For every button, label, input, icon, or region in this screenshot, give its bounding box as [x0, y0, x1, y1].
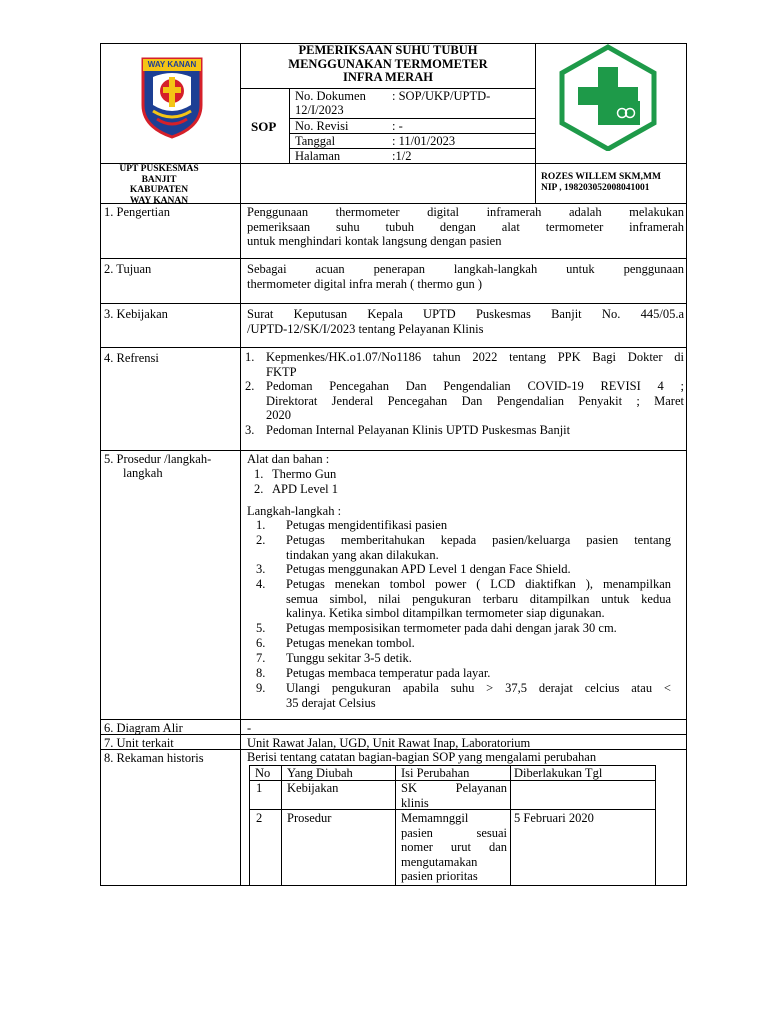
step-number: 8.	[256, 666, 266, 680]
list-item: 2020	[266, 408, 291, 422]
list-item: APD Level 1	[272, 482, 338, 496]
step-text: tindakan yang akan dilakukan.	[286, 547, 439, 562]
puskesmas-cross-icon	[555, 43, 661, 151]
section-3-content	[247, 307, 684, 336]
history-change: pasien sesuai	[401, 825, 507, 840]
section-8-label: 8. Rekaman historis	[104, 751, 204, 765]
step-number: 9.	[256, 681, 266, 695]
text-line: thermometer digital infra merah ( thermo gun )	[247, 276, 482, 291]
step-text: Petugas membaca temperatur pada layar.	[286, 666, 491, 680]
step-number: 2.	[256, 533, 266, 547]
history-col-no: No	[255, 766, 271, 780]
section-2-label: 2. Tujuan	[104, 262, 152, 276]
step-number: 6.	[256, 636, 266, 650]
history-date: 5 Februari 2020	[514, 811, 594, 825]
date-value: : 11/01/2023	[392, 134, 456, 148]
doc-no-label: No. Dokumen	[295, 89, 366, 103]
puskesmas-logo	[555, 43, 661, 151]
section-1-label: 1. Pengertian	[104, 205, 170, 219]
history-item: Prosedur	[287, 811, 332, 825]
step-number: 3.	[256, 562, 266, 576]
step-number: 1.	[256, 518, 266, 532]
revision-value: : -	[392, 119, 403, 133]
section-3-label: 3. Kebijakan	[104, 307, 168, 321]
step-number: 7.	[256, 651, 266, 665]
list-number: 2.	[254, 482, 264, 496]
signer-block	[541, 172, 686, 193]
tools-title: Alat dan bahan :	[247, 452, 330, 466]
list-item: FKTP	[266, 364, 297, 379]
section-8-intro: Berisi tentang catatan bagian-bagian SOP yang mengalami perubahan	[247, 750, 597, 764]
list-number: 3.	[245, 423, 255, 437]
step-text: kalinya. Ketika simbol ditampilkan termometer siap digunakan.	[286, 606, 605, 620]
text-line: Surat Keputusan Kepala UPTD Puskesmas Banjit No. 445/05.a	[247, 307, 684, 321]
step-text: Petugas menekan tombol.	[286, 636, 415, 650]
section-2-content	[247, 262, 684, 291]
history-change: klinis	[401, 795, 429, 810]
page-value: :1/2	[392, 149, 412, 163]
text-line: Sebagai acuan penerapan langkah-langkah untuk penggunaan	[247, 262, 684, 276]
section-6-value: -	[247, 721, 252, 735]
revision-label: No. Revisi	[295, 119, 349, 133]
step-text: Petugas mengidentifikasi pasien	[286, 518, 448, 532]
history-change: nomer urut dan	[401, 840, 507, 854]
history-change: Memamnggil	[401, 811, 469, 825]
history-change: SK Pelayanan	[401, 781, 507, 795]
section-5-label-2: langkah	[123, 466, 163, 480]
text-line: Penggunaan thermometer digital inframerah adalah melakukan	[247, 205, 684, 219]
step-number: 5.	[256, 621, 266, 635]
sop-title: PEMERIKSAAN SUHU TUBUH MENGGUNAKAN TERMOMETER INFRA MERAH	[288, 43, 488, 84]
list-item: Pedoman Internal Pelayanan Klinis UPTD Puskesmas Banjit	[266, 423, 571, 437]
list-number: 1.	[245, 350, 255, 364]
section-1-content	[247, 205, 684, 249]
text-line: pemeriksaan suhu tubuh dengan alat termometer inframerah	[247, 219, 684, 234]
step-text: Petugas memberitahukan kepada pasien/keluarga pasien tentang	[286, 533, 671, 547]
section-7-label: 7. Unit terkait	[104, 736, 174, 750]
step-text: Petugas memposisikan termometer pada dahi dengan jarak 30 cm.	[286, 621, 617, 635]
history-col-change: Isi Perubahan	[401, 766, 470, 780]
step-number: 4.	[256, 577, 266, 591]
signer-nip: NIP , 198203052008041001	[541, 182, 650, 193]
text-line: /UPTD-12/SK/I/2023 tentang Pelayanan Klinis	[247, 321, 484, 336]
step-text: 35 derajat Celsius	[286, 695, 376, 710]
list-item: Thermo Gun	[272, 467, 337, 481]
history-no: 1	[256, 781, 263, 795]
history-col-date: Diberlakukan Tgl	[514, 766, 603, 780]
history-change: pasien prioritas	[401, 869, 478, 883]
history-no: 2	[256, 811, 263, 825]
history-col-item: Yang Diubah	[287, 766, 353, 780]
list-item: Kepmenkes/HK.o1.07/No1186 tahun 2022 tentang PPK Bagi Dokter di	[266, 350, 684, 364]
steps-title: Langkah-langkah :	[247, 504, 342, 518]
unit-name: UPT PUSKESMAS BANJIT KABUPATEN WAY KANAN	[119, 164, 199, 206]
list-number: 1.	[254, 467, 264, 481]
way-kanan-emblem	[139, 55, 205, 139]
date-label: Tanggal	[295, 134, 336, 148]
doc-no-value: : SOP/UKP/UPTD-	[392, 89, 491, 103]
sop-label: SOP	[251, 119, 277, 134]
emblem-label: WAY KANAN	[147, 60, 197, 69]
history-item: Kebijakan	[287, 781, 339, 795]
section-5-label: 5. Prosedur /langkah-	[104, 452, 212, 466]
section-7-value: Unit Rawat Jalan, UGD, Unit Rawat Inap, Laboratorium	[247, 736, 531, 750]
step-text: Tunggu sekitar 3-5 detik.	[286, 651, 412, 665]
step-text: Ulangi pengukuran apabila suhu > 37,5 derajat celcius atau <	[286, 681, 671, 695]
section-4-label: 4. Refrensi	[104, 351, 159, 365]
text-line: untuk menghindari kontak langsung dengan pasien	[247, 234, 502, 248]
section-6-label: 6. Diagram Alir	[104, 721, 183, 735]
step-text: semua simbol, nilai pengukuran terbaru ditampilkan untuk kedua	[286, 591, 671, 606]
history-change: mengutamakan	[401, 854, 478, 869]
list-item: Direktorat Jenderal Pencegahan Dan Pengendalian Penyakit ; Maret	[266, 393, 684, 408]
page-label: Halaman	[295, 149, 341, 163]
list-item: Pedoman Pencegahan Dan Pengendalian COVID-19 REVISI 4 ;	[266, 379, 684, 393]
step-text: Petugas menggunakan APD Level 1 dengan Face Shield.	[286, 562, 571, 576]
step-text: Petugas menekan tombol power ( LCD diaktifkan ), menampilkan	[286, 577, 671, 591]
signer-name: ROZES WILLEM SKM,MM	[541, 172, 661, 182]
doc-no-value-2: 12/I/2023	[295, 103, 344, 117]
list-number: 2.	[245, 379, 255, 393]
